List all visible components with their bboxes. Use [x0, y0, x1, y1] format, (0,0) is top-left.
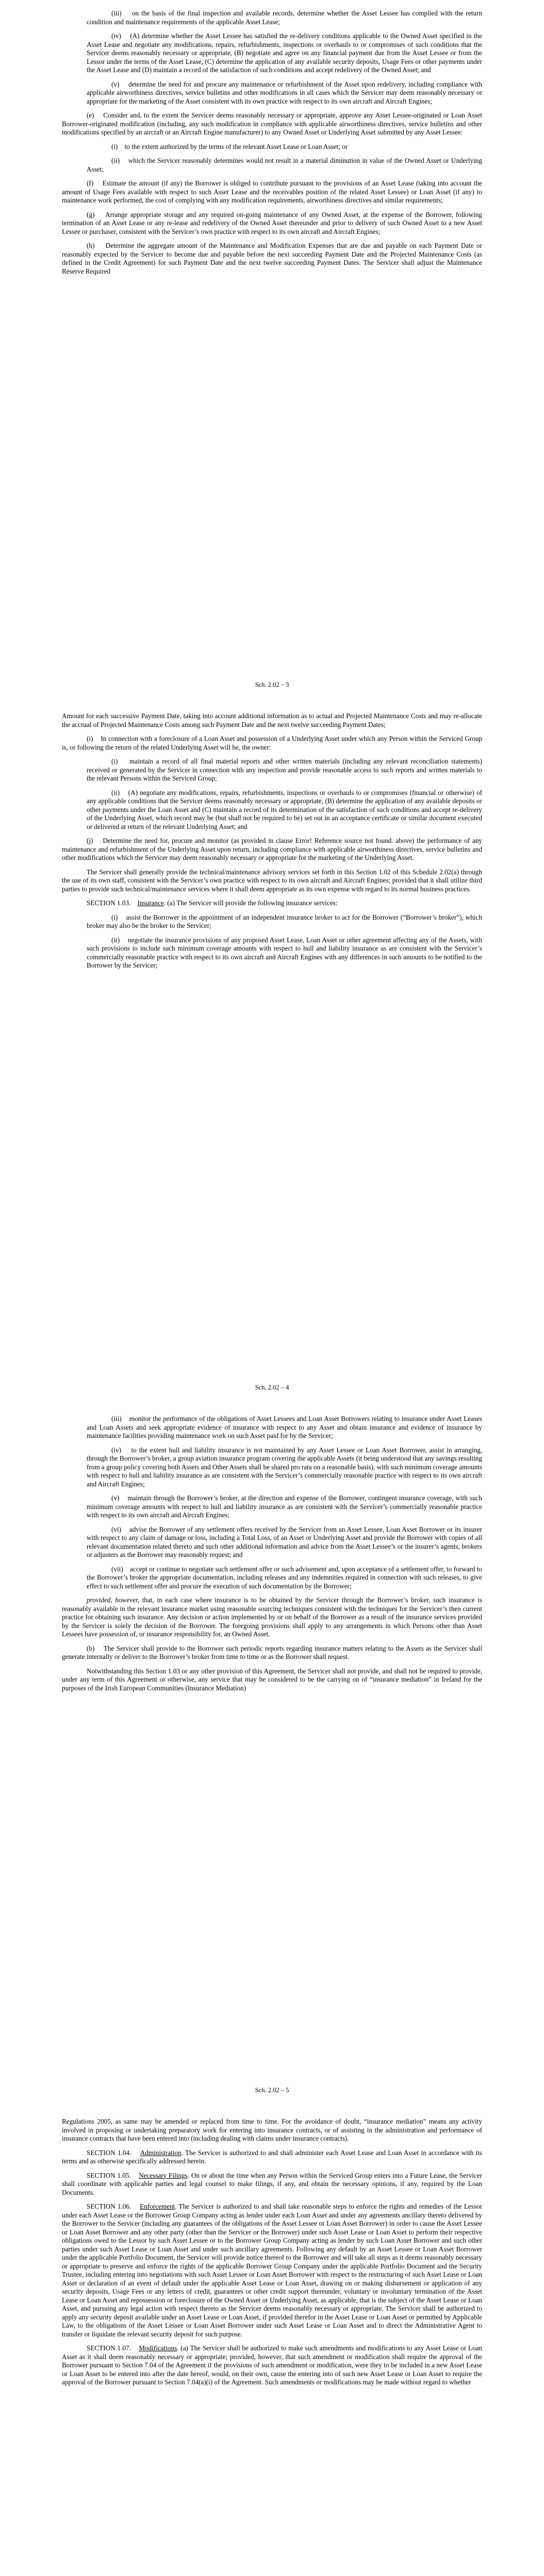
paragraph: (g) Arrange appropriate storage and any required on-going maintenance of any Owned Asset, at the expense of the Borrower, following termination of an Asset Lease or any re-lease and redelivery of the Owned Asset thereunder and prior to delivery of such Owned Asset to a new Asset Lessee or purchaser, consistent with the Servicer’s own practice with respect to its own aircraft and Aircraft Engines; — [62, 210, 483, 235]
paragraph: (vi) advise the Borrower of any settlement offers received by the Servicer from an Asset Lessee, Loan Asset Borrower or its insurer with respect to any claim of damage or loss, including a Total Loss, of an Asset or Underlying Asset and provide the Borrower with copies of all relevant documentation related thereto and such other additional information and advice from the Asset Lessee’s or the insurer’s agents, brokers or adjusters as the Borrower may reasonably request; and — [87, 1525, 482, 1558]
section-heading: Necessary Filings — [139, 2171, 188, 2179]
paragraph: (i) maintain a record of all final material reports and other written materials (including any relevant reconciliation statements) received or generated by the Servicer in connection with any inspection and provide reasonable access to such reports and written materials to the relevant Persons within the Serviced Group; — [87, 757, 483, 782]
page-body — [62, 9, 482, 281]
paragraph: (iii) monitor the performance of the obligations of Asset Lessees and Loan Asset Borrowers relating to insurance under Asset Leases and Loan Assets and seek appropriate evidence of insurance with respect to any Asset and obtain insurance and evidence of insurance by maintenance facilities providing maintenance work on such Asset paid for by the Servicer; — [87, 1415, 483, 1439]
page-3 — [0, 1405, 544, 2108]
paragraph: (v) maintain through the Borrower’s broker, at the direction and expense of the Borrower, contingent insurance coverage, with such minimum coverage amounts with respect to hull and liability insurance as are consistent with the Servicer’s commercially reasonable practice with respect to its own aircraft and Aircraft Engines; — [87, 1494, 482, 1519]
page-body — [62, 712, 482, 976]
page-body — [62, 2117, 482, 2393]
page-footer: Sch. 2.02 – 5 — [255, 2087, 289, 2094]
paragraph: (i) assist the Borrower in the appointment of an independent insurance broker to act for the Borrower (“Borrower’s broker”), which broker may also be the broker to the Servicer; — [87, 913, 483, 929]
paragraph: (b) The Servicer shall provide to the Borrower such periodic reports regarding insurance matters relating to the Assets as the Servicer shall generate internally or deliver to the Borrower’s broker from time to time or as the Borrower shall request. — [62, 1644, 482, 1660]
section-heading: Enforcement — [140, 2202, 175, 2210]
paragraph: Notwithstanding this Section 1.03 or any other provision of this Agreement, the Servicer shall not provide, and shall not be required to provide, under any term of this Agreement or otherwise, any service that may be considered to be the carrying on of “insurance mediation” in Ireland for the purposes of the Irish European Communities (Insurance Mediation) — [62, 1667, 482, 1692]
paragraph: Amount for each successive Payment Date, taking into account additional information as to actual and Projected Maintenance Costs and may re-allocate the accrual of Projected Maintenance Costs among such Payment Date and the next twelve succeeding Payment Dates; — [62, 712, 482, 728]
section-paragraph: SECTION 1.05. Necessary Filings. On or about the time when any Person within the Serviced Group enters into a Future Lease, the Servicer shall coordinate with applicable parties and legal counsel to make filings, if any, and obtain the necessary opinions, if any, required by the Loan Documents. — [62, 2171, 482, 2196]
paragraph: (j) Determine the need for, procure and monitor (as provided in clause Error! Reference source not found. above) the performance of any maintenance and refurbishment of the Underlying Asset upon return, including compliance with applicable airworthiness directives, service bulletins and other modifications which the Servicer may deem reasonably necessary or appropriate for the marketing of the Underlying Asset. — [62, 837, 483, 861]
paragraph: (ii) negotiate the insurance provisions of any proposed Asset Lease, Loan Asset or other agreement affecting any of the Assets, with such provisions to include such minimum coverage amounts with respect to hull and liability insurance as are consistent with the Servicer’s commercially reasonable practice with respect to its own aircraft and Aircraft Engines with any differences in such amounts to be notified to the Borrower by the Servicer; — [87, 936, 483, 969]
section-heading: Insurance — [137, 899, 164, 907]
page-body — [62, 1415, 482, 1698]
paragraph: (vii) accept or continue to negotiate such settlement offer or such advisement and, upon acceptance of a settlement offer, to forward to the Borrower’s broker the appropriate documentation, including releases and any indemnities required in connection with such releases, to give effect to such settlement offer and procure the execution of such documentation by the Borrower; — [87, 1565, 483, 1590]
section-paragraph: SECTION 1.06. Enforcement. The Servicer is authorized to and shall take reasonable steps to enforce the rights and remedies of the Lessor under each Asset Lease or the Borrower Group Company acting as lender under each Loan Asset and under any agreements ancillary thereto delivered by the Borrower to the Servicer (including any guarantees of the obligations of the Asset Lessee or Loan Asset Borrower) in order to cause the Asset Lessee or Loan Asset Borrower and any other party (other than the Servicer or the Borrower) under such Asset Lease or Loan Asset to perform their respective obligations owed to the Lessor by such Asset Lessee or to the Borrower Group Company acting as lender by such Loan Asset Borrower and such other parties under such Asset Lease or Loan Asset and under such ancillary agreements. Following any default by an Asset Lessee or Loan Asset Borrower under the applicable Portfolio Document, the Servicer will provide notice thereof to the Borrower and will take all steps as it deems reasonably necessary or appropriate to preserve and enforce the rights of the applicable Borrower Group Company under the applicable Portfolio Document and the Security Trustee, including entering into negotiations with such Asset Lessee or Loan Asset Borrower with respect to the restructuring of such Asset Lease or Loan Asset or declaration of an event of default under the applicable Asset Lease or Loan Asset, drawing on or making disbursement or application of any security deposits, Usage Fees or any letters of credit, guarantees or other credit support thereunder, voluntary or involuntary termination of the Asset Lease or Loan Asset and repossession or foreclosure of the Owned Asset or Underlying Asset, as applicable, that is the subject of the Asset Lease or Loan Asset, and pursuing any legal action with respect thereto as the Servicer deems reasonably necessary or appropriate. The Servicer shall be authorized to apply any security deposit available under an Asset Lease or Loan Asset, if provided therefor in the Asset Lease or Loan Asset or permitted by Applicable Law, to the obligations of the Asset Lessee or Loan Asset Borrower under such Asset Lease or Loan Asset and to direct the Administrative Agent to transfer or liquidate the relevant security deposit for such purpose. — [62, 2202, 483, 2338]
paragraph: (iv) to the extent hull and liability insurance is not maintained by any Asset Lessee or Loan Asset Borrower, assist in arranging, through the Borrower’s broker, a group aviation insurance program covering the applicable Assets (it being understood that any savings resulting from a group policy covering both Assets and Other Assets shall be shared pro rata on a reasonable basis), with such minimum coverage amounts with respect to hull and liability insurance as are consistent with the Servicer’s commercially reasonable practice with respect to its own aircraft and Aircraft Engines; — [87, 1446, 482, 1488]
paragraph: (iii) on the basis of the final inspection and available records, determine whether the Asset Lessee has complied with the return condition and maintenance requirements of the applicable Asset Lease; — [87, 9, 483, 26]
section-paragraph: SECTION 1.04. Administration. The Servicer is authorized to and shall administer each Asset Lease and Loan Asset in accordance with its terms and as otherwise specifically addressed herein. — [62, 2148, 482, 2165]
paragraph: (ii) (A) negotiate any modifications, repairs, refurbishments, inspections or overhauls to or compromises (financial or otherwise) of any applicable conditions that the Servicer deems reasonably necessary or appropriate, (B) determine the application of any available deposits or other payments under the Loan Asset and (C) maintain a record of its determination of the satisfaction of such conditions and accept re-delivery of the Underlying Asset, which record may be (but shall not be required to be) set out in an acceptance certificate or similar document executed or delivered at return of the relevant Underlying Asset; and — [87, 788, 483, 831]
page-footer: Sch. 2.02 – 3 — [255, 681, 289, 688]
paragraph: (i) to the extent authorized by the terms of the relevant Asset Lease or Loan Asset; or — [111, 142, 348, 150]
paragraph: (i) In connection with a foreclosure of a Loan Asset and possession of a Underlying Asset under which any Person within the Serviced Group is, or following the return of the related Underlying Asset will be, the owner: — [62, 735, 483, 751]
paragraph: (ii) which the Servicer reasonably determines would not result in a material diminution in value of the Owned Asset or Underlying Asset; — [87, 157, 482, 173]
paragraph: (e) Consider and, to the extent the Servicer deems reasonably necessary or appropriate, approve any Asset Lessee-originated or Loan Asset Borrower-originated modification (including, any such modification in compliance with applicable airworthiness directives, service bulletins and other modifications specified by an aircraft or an Aircraft Engine manufacturer) to any Owned Asset or Underlying Asset submitted by any Asset Lessee: — [62, 111, 482, 136]
section-heading: Administration — [140, 2148, 182, 2157]
section-paragraph: SECTION 1.07. Modifications. (a) The Servicer shall be authorized to make such amendments and modifications to any Asset Lease or Loan Asset as it shall deem reasonably necessary or appropriate; provided, however, that such amendment or modification shall require the approval of the Borrower pursuant to Section 7.04 of the Agreement if the provisions of such amendment or modification, were they to be included in a new Asset Lease or Loan Asset to be entered into after the date hereof, would, on their own, cause the entering into of such new Asset Lease or Loan Asset to require the approval of the Borrower pursuant to Section 7.04(a)(i) of the Agreement. Such amendments or modifications may be made without regard to whether — [62, 2344, 483, 2386]
paragraph: Regulations 2005, as same may be amended or replaced from time to time. For the avoidance of doubt, “insurance mediation” means any activity involved in proposing or undertaking preparatory work for entering into insurance contracts, or of assisting in the administration and performance of insurance contracts that have been entered into (including dealing with claims under insurance contracts). — [62, 2117, 482, 2142]
proviso-prefix: provided, however, — [87, 1596, 139, 1604]
paragraph: (h) Determine the aggregate amount of the Maintenance and Modification Expenses that are due and payable on each Payment Date or reasonably expected by the Servicer to become due and payable before the next succeeding Payment Date and the Projected Maintenance Costs (as defined in the Credit Agreement) for such Payment Date and the next twelve succeeding Payment Dates. The Servicer shall adjust the Maintenance Reserve Required — [62, 242, 482, 275]
paragraph: (iv) (A) determine whether the Asset Lessee has satisfied the re-delivery conditions applicable to the Owned Asset specified in the Asset Lease and negotiate any modifications, repairs, refurbishments, inspections or overhauls to or compromises of such conditions that the Servicer deems reasonably necessary or appropriate, (B) negotiate and agree on any financial payment due from the Asset Lessee or from the Lessor under the terms of the Asset Lease, (C) determine the application of any available security deposits, Usage Fees or other payments under the Asset Lease and (D) maintain a record of the satisfaction of such conditions and accept redelivery of the Owned Asset; and — [87, 32, 482, 74]
paragraph: provided, however, that, in each case where insurance is to be obtained by the Servicer through the Borrower’s broker, such insurance is reasonably available in the relevant insurance market using reasonable sourcing techniques consistent with the techniques for the Servicer’s then current practice for obtaining such insurance. Any decision or action implemented by or on behalf of the Borrower as a result of the insurance services provided by the Servicer is solely the decision of the Borrower. The foregoing provisions shall apply to any arrangements in which Persons other than Asset Lessees have possession of, or insurance responsibility for, an Owned Asset. — [62, 1596, 482, 1638]
paragraph: (f) Estimate the amount (if any) the Borrower is obliged to contribute pursuant to the provisions of an Asset Lease (taking into account the amount of Usage Fees available with respect to such Asset Lease and the receivables position of the related Asset Lessee) or Loan Asset (if any) to maintenance work performed, the cost of complying with any modification requirements, airworthiness directives and similar requirements; — [62, 179, 482, 204]
page-4 — [0, 2108, 544, 2576]
page-footer: Sch. 2.02 – 4 — [255, 1384, 289, 1391]
section-paragraph: SECTION 1.03. Insurance. (a) The Servicer will provide the following insurance services: — [87, 899, 338, 907]
paragraph: (v) determine the need for and procure any maintenance or refurbishment of the Asset upon redelivery, including compliance with applicable airworthiness directives, service bulletins and other modifications in all cases which the Servicer may deem reasonably necessary or appropriate for the marketing of the Asset consistent with its own practice with respect to its own aircraft and Aircraft Engines; — [87, 80, 483, 105]
page-2 — [0, 703, 544, 1405]
paragraph: The Servicer shall generally provide the technical/maintenance advisory services set forth in this Section 1.02 of this Schedule 2.02(a) through the use of its own staff, consistent with the Servicer’s own practice with respect to its own aircraft and Aircraft Engines; provided that it shall utilize third parties to provide such technical/maintenance services where it shall deem appropriate as its own expense with regard to its normal business practices. — [62, 868, 482, 893]
section-heading: Modifications — [139, 2344, 177, 2352]
page-1 — [0, 0, 544, 703]
